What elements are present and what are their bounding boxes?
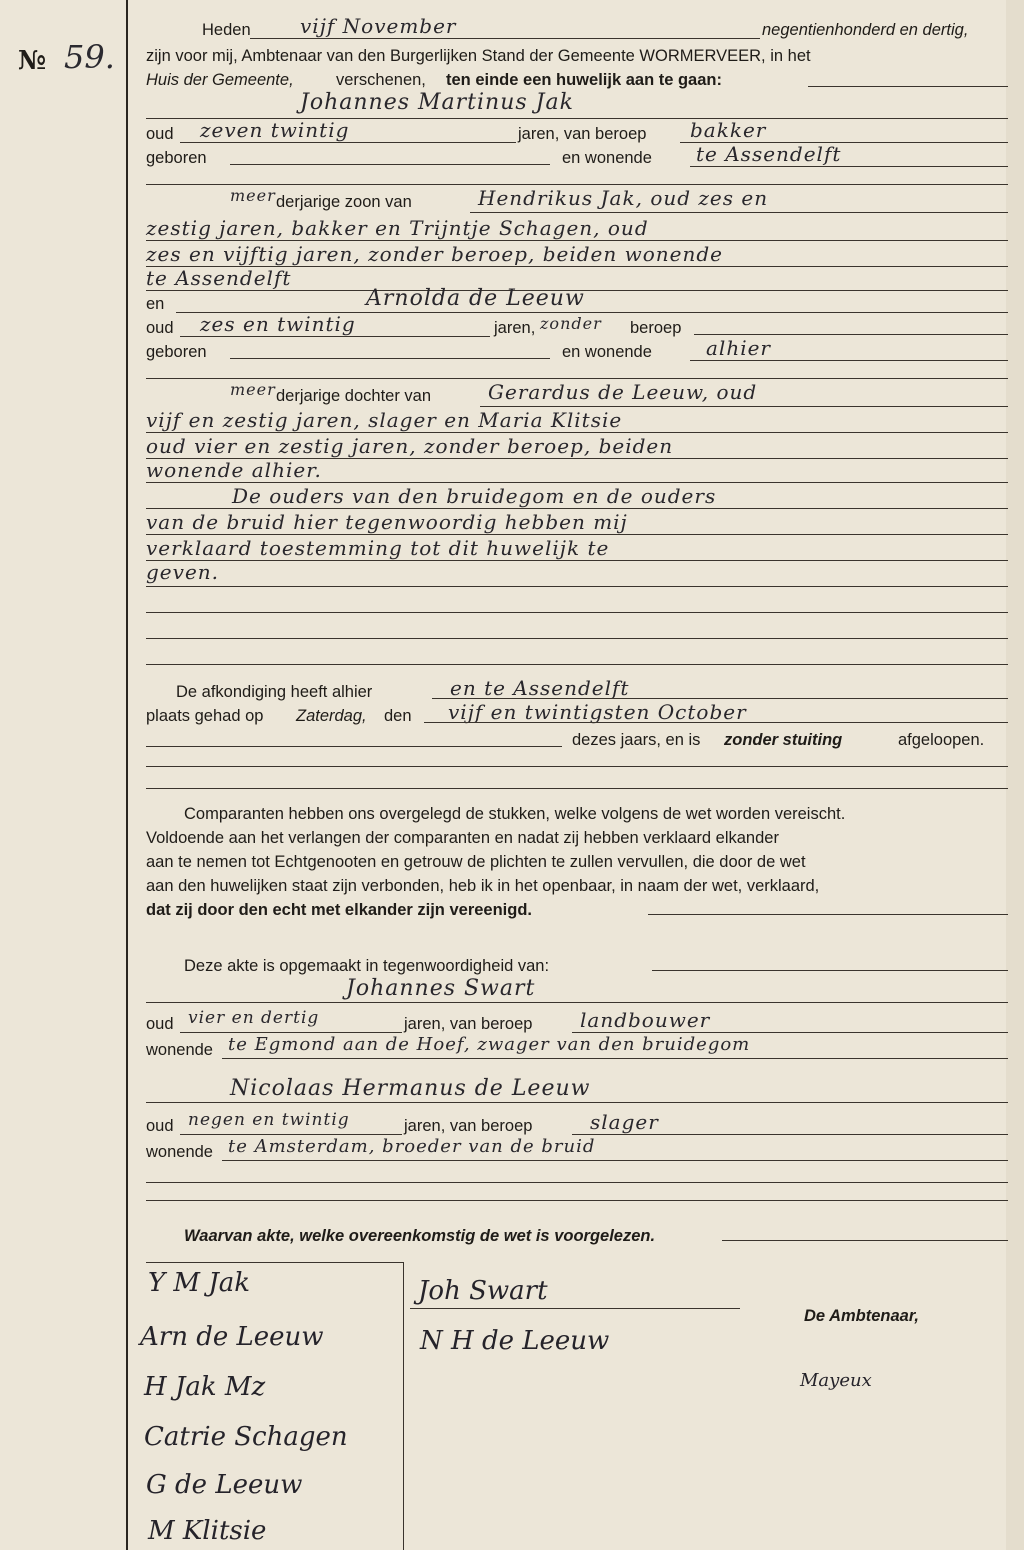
signature-witness-2: N H de Leeuw: [420, 1326, 610, 1356]
witness-2-wonende-label: wonende: [146, 1143, 213, 1161]
intro-purpose: ten einde een huwelijk aan te gaan:: [446, 71, 722, 89]
declaration-line-4: aan den huwelijken staat zijn verbonden, heb ik in het openbaar, in naam der wet, verklaard,: [146, 877, 820, 895]
signature-mother-groom: Catrie Schagen: [144, 1422, 348, 1452]
blank-rule-8: [146, 766, 1008, 767]
groom-parents-1: Hendrikus Jak, oud zes en: [478, 186, 769, 210]
closing-rule: [722, 1240, 1008, 1241]
bride-age-rule: [180, 336, 490, 337]
witness-1-jaren-label: jaren, van beroep: [404, 1015, 533, 1033]
bride-parents-3: oud vier en zestig jaren, zonder beroep, beiden: [146, 434, 674, 458]
bride-jaren-label: jaren,: [494, 319, 536, 337]
announcement-rule-2: [424, 722, 1008, 723]
bride-blank-rule: [146, 378, 1008, 379]
groom-residence-rule: [690, 166, 1008, 167]
groom-jaren-label: jaren, van beroep: [518, 125, 647, 143]
bride-en-label: en: [146, 295, 165, 313]
consent-line-2: van de bruid hier tegenwoordig hebben mij: [146, 510, 628, 534]
witness-1-name: Johannes Swart: [346, 976, 536, 1001]
announcement-dezes: dezes jaars, en is: [572, 731, 701, 749]
bride-child-prefix: meer: [230, 380, 276, 399]
signature-top-rule: [146, 1262, 404, 1263]
intro-verschenen: verschenen,: [336, 71, 426, 89]
groom-child-prefix: meer: [230, 186, 276, 205]
groom-wonende-label: en wonende: [562, 149, 652, 167]
groom-child-label: derjarige zoon van: [276, 193, 412, 211]
date-rule: [250, 38, 760, 39]
blank-rule-9: [146, 788, 1008, 789]
bride-parents-1: Gerardus de Leeuw, oud: [488, 380, 758, 404]
groom-geboren-label: geboren: [146, 149, 207, 167]
blank-rule-6: [146, 638, 1008, 639]
bride-residence: alhier: [706, 336, 771, 360]
signature-column-divider: [403, 1262, 404, 1550]
intro-rule: [808, 86, 1008, 87]
bride-profession-rule: [694, 334, 1008, 335]
announcement-place: en te Assendelft: [450, 676, 630, 700]
heden-label: Heden: [202, 21, 251, 39]
witness-2-jaren-label: jaren, van beroep: [404, 1117, 533, 1135]
bride-wonende-label: en wonende: [562, 343, 652, 361]
signature-father-groom: H Jak Mz: [144, 1372, 266, 1402]
groom-parents-rule-2: [146, 240, 1008, 241]
witness-2-name-rule: [146, 1102, 1008, 1103]
announcement-den: den: [384, 707, 412, 725]
consent-rule-1: [146, 508, 1008, 509]
announcement-rule-1: [432, 698, 1008, 699]
groom-parents-4: te Assendelft: [146, 266, 292, 290]
blank-rule-10: [146, 1182, 1008, 1183]
consent-rule-3: [146, 560, 1008, 561]
announcement-stuiting: zonder stuiting: [724, 731, 843, 749]
announcement-rule-3: [146, 746, 562, 747]
groom-age-rule: [180, 142, 516, 143]
year-text: negentienhonderd en dertig,: [762, 21, 969, 39]
witness-2-profession: slager: [590, 1110, 659, 1134]
bride-parents-4: wonende alhier.: [146, 458, 322, 482]
certificate-number: 59.: [64, 38, 115, 76]
witness-1-age-rule: [180, 1032, 402, 1033]
announcement-day: Zaterdag,: [296, 707, 367, 725]
bride-child-label: derjarige dochter van: [276, 387, 432, 405]
groom-birth-rule: [230, 164, 550, 165]
declaration-rule: [648, 914, 1008, 915]
consent-line-3: verklaard toestemming tot dit huwelijk te: [146, 536, 610, 560]
bride-parents-rule-4: [146, 482, 1008, 483]
groom-parents-rule-1: [470, 212, 1008, 213]
bride-beroep-label: beroep: [630, 319, 682, 337]
witness-2-residence-rule: [222, 1160, 1008, 1161]
witness-2-profession-rule: [572, 1134, 1008, 1135]
signature-father-bride: G de Leeuw: [146, 1470, 303, 1500]
consent-rule-4: [146, 586, 1008, 587]
bride-parents-rule-1: [480, 406, 1008, 407]
witnesses-intro-rule: [652, 970, 1008, 971]
declaration-line-2: Voldoende aan het verlangen der comparanten en nadat zij hebben verklaard elkander: [146, 829, 779, 847]
blank-rule-7: [146, 664, 1008, 665]
witness-2-oud-label: oud: [146, 1117, 174, 1135]
announcement-date: vijf en twintigsten October: [448, 700, 747, 724]
groom-residence: te Assendelft: [696, 142, 842, 166]
blank-rule-11: [146, 1200, 1008, 1201]
closing-text: Waarvan akte, welke overeenkomstig de wet is voorgelezen.: [184, 1227, 656, 1245]
witness-2-name: Nicolaas Hermanus de Leeuw: [230, 1076, 591, 1101]
intro-line-2: zijn voor mij, Ambtenaar van den Burgerlijken Stand der Gemeente WORMERVEER, in het: [146, 47, 811, 65]
signature-groom: Y M Jak: [148, 1268, 250, 1298]
witness-2-age: negen en twintig: [188, 1110, 350, 1130]
bride-age: zes en twintig: [200, 312, 356, 336]
bride-parents-2: vijf en zestig jaren, slager en Maria Klitsie: [146, 408, 623, 432]
bride-birth-rule: [230, 358, 550, 359]
witness-1-residence: te Egmond aan de Hoef, zwager van den bruidegom: [228, 1034, 751, 1055]
groom-age: zeven twintig: [200, 118, 350, 142]
ambtenaar-label: De Ambtenaar,: [804, 1307, 919, 1325]
date-handwritten: vijf November: [300, 14, 457, 38]
witness-1-wonende-label: wonende: [146, 1041, 213, 1059]
witness-2-residence: te Amsterdam, broeder van de bruid: [228, 1136, 596, 1157]
groom-parents-2: zestig jaren, bakker en Trijntje Schagen, oud: [146, 216, 649, 240]
witness-1-profession-rule: [572, 1032, 1008, 1033]
declaration-line-3: aan te nemen tot Echtgenooten en getrouw de plichten te zullen vervullen, die door de wet: [146, 853, 806, 871]
witnesses-intro: Deze akte is opgemaakt in tegenwoordigheid van:: [184, 957, 550, 975]
bride-parents-rule-2: [146, 432, 1008, 433]
witness-1-oud-label: oud: [146, 1015, 174, 1033]
groom-profession: bakker: [690, 118, 767, 142]
groom-parents-3: zes en vijftig jaren, zonder beroep, beiden wonende: [146, 242, 723, 266]
bride-jaren-hw: zonder: [540, 314, 602, 333]
signature-bride: Arn de Leeuw: [140, 1322, 324, 1352]
witness-1-name-rule: [146, 1002, 1008, 1003]
consent-line-4: geven.: [146, 560, 220, 584]
witness-1-profession: landbouwer: [580, 1008, 711, 1032]
number-label: №: [18, 46, 47, 76]
signature-mother-bride: M Klitsie: [148, 1516, 267, 1546]
witness-1-age: vier en dertig: [188, 1008, 320, 1028]
signature-witness-1: Joh Swart: [418, 1276, 548, 1306]
announcement-afgeloopen: afgeloopen.: [898, 731, 985, 749]
bride-residence-rule: [690, 360, 1008, 361]
announcement-label-1: De afkondiging heeft alhier: [176, 683, 373, 701]
witness-2-age-rule: [180, 1134, 402, 1135]
groom-name: Johannes Martinus Jak: [300, 90, 574, 115]
consent-rule-2: [146, 534, 1008, 535]
witness-signature-rule: [410, 1308, 740, 1309]
intro-huis: Huis der Gemeente,: [146, 71, 294, 89]
bride-geboren-label: geboren: [146, 343, 207, 361]
announcement-plaats: plaats gehad op: [146, 707, 264, 725]
blank-rule-5: [146, 612, 1008, 613]
groom-oud-label: oud: [146, 125, 174, 143]
consent-line-1: De ouders van den bruidegom en de ouders: [232, 484, 717, 508]
bride-name: Arnolda de Leeuw: [366, 286, 585, 311]
witness-1-residence-rule: [222, 1058, 1008, 1059]
declaration-line-1: Comparanten hebben ons overgelegd de stukken, welke volgens de wet worden vereischt.: [184, 805, 846, 823]
margin-line: [126, 0, 128, 1550]
declaration-line-5: dat zij door den echt met elkander zijn vereenigd.: [146, 901, 533, 919]
groom-blank-rule: [146, 184, 1008, 185]
adjacent-page-edge: [1006, 0, 1024, 1550]
bride-oud-label: oud: [146, 319, 174, 337]
signature-ambtenaar: Mayeux: [800, 1370, 872, 1391]
